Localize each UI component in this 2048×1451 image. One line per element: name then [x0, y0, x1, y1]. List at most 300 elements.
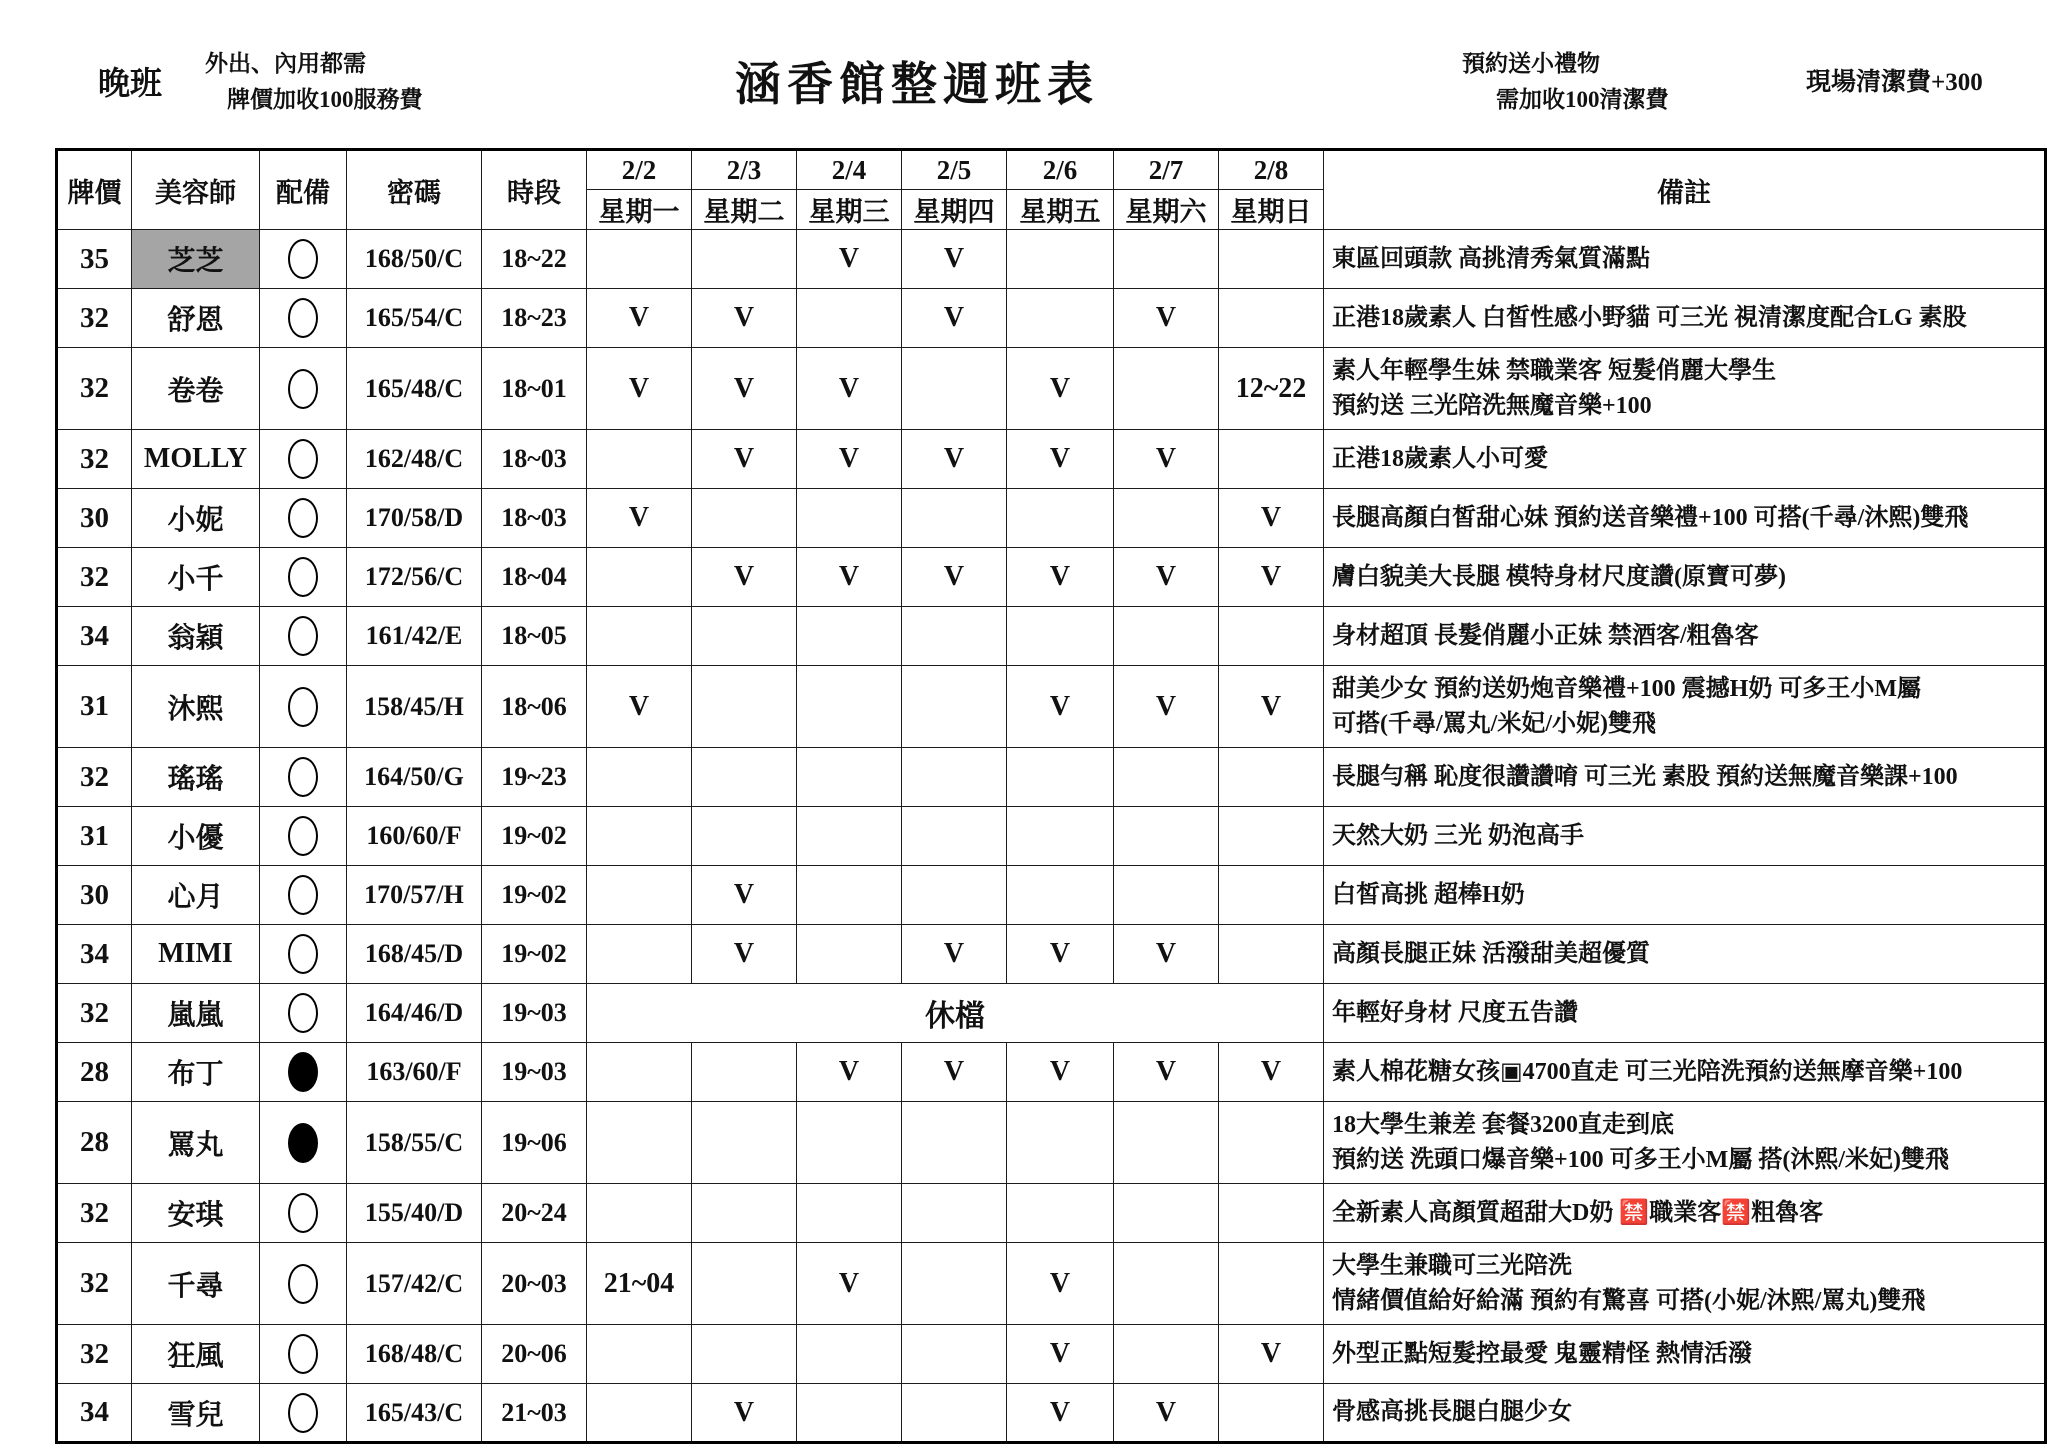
day-cell — [797, 748, 902, 807]
shift-label: 晚班 — [98, 65, 163, 101]
col-header-code: 密碼 — [347, 150, 482, 230]
day-cell: 21~04 — [587, 1243, 692, 1325]
time-cell: 18~05 — [482, 607, 587, 666]
price-cell: 32 — [57, 430, 132, 489]
open-circle-icon — [288, 1334, 318, 1374]
open-circle-icon — [288, 1193, 318, 1233]
day-cell: V — [587, 666, 692, 748]
day-cell: 12~22 — [1219, 348, 1324, 430]
day-cell — [1114, 607, 1219, 666]
beautician-name-cell: 雪兒 — [132, 1384, 260, 1443]
weekday-header: 星期三 — [797, 190, 902, 230]
col-header-equipment: 配備 — [260, 150, 347, 230]
day-cell — [797, 1102, 902, 1184]
price-cell: 32 — [57, 1325, 132, 1384]
date-header: 2/3 — [692, 150, 797, 190]
code-cell: 164/46/D — [347, 984, 482, 1043]
day-cell — [902, 666, 1007, 748]
day-cell — [1007, 866, 1114, 925]
day-cell — [1114, 348, 1219, 430]
day-cell — [1219, 1184, 1324, 1243]
table-row — [57, 289, 2046, 348]
open-circle-icon — [288, 439, 318, 479]
day-cell: V — [1219, 666, 1324, 748]
weekday-header: 星期二 — [692, 190, 797, 230]
beautician-name-cell: 舒恩 — [132, 289, 260, 348]
code-cell: 170/57/H — [347, 866, 482, 925]
time-cell: 19~23 — [482, 748, 587, 807]
day-cell: V — [1114, 548, 1219, 607]
day-cell — [1007, 1184, 1114, 1243]
beautician-name-cell: 小妮 — [132, 489, 260, 548]
day-cell — [1007, 489, 1114, 548]
day-cell — [902, 1102, 1007, 1184]
table-row — [57, 984, 2046, 1043]
remark-cell: 大學生兼職可三光陪洗 情緒價值給好給滿 預約有驚喜 可搭(小妮/沐熙/罵丸)雙飛 — [1324, 1243, 2046, 1325]
time-cell: 21~03 — [482, 1384, 587, 1443]
day-cell — [1007, 289, 1114, 348]
day-cell — [797, 807, 902, 866]
code-cell: 168/48/C — [347, 1325, 482, 1384]
table-row — [57, 866, 2046, 925]
day-cell — [587, 866, 692, 925]
day-cell: V — [797, 230, 902, 289]
day-cell: V — [1007, 430, 1114, 489]
weekday-header: 星期五 — [1007, 190, 1114, 230]
open-circle-icon — [288, 934, 318, 974]
beautician-name-cell: 狂風 — [132, 1325, 260, 1384]
day-cell — [692, 666, 797, 748]
weekday-header: 星期四 — [902, 190, 1007, 230]
day-cell: V — [902, 430, 1007, 489]
service-fee-note — [205, 46, 423, 117]
equipment-cell — [260, 925, 347, 984]
table-row — [57, 1325, 2046, 1384]
day-cell — [902, 866, 1007, 925]
time-cell: 18~04 — [482, 548, 587, 607]
equipment-cell — [260, 1325, 347, 1384]
day-cell: V — [692, 548, 797, 607]
code-cell: 165/54/C — [347, 289, 482, 348]
price-cell: 34 — [57, 925, 132, 984]
price-cell: 32 — [57, 289, 132, 348]
day-cell — [692, 607, 797, 666]
day-cell: V — [902, 289, 1007, 348]
day-cell — [797, 289, 902, 348]
date-header: 2/4 — [797, 150, 902, 190]
code-cell: 160/60/F — [347, 807, 482, 866]
day-cell: V — [587, 289, 692, 348]
day-cell — [587, 607, 692, 666]
open-circle-icon — [288, 757, 318, 797]
day-cell — [1219, 289, 1324, 348]
day-cell: V — [1219, 1325, 1324, 1384]
equipment-cell — [260, 1243, 347, 1325]
col-header-price: 牌價 — [57, 150, 132, 230]
beautician-name-cell: 罵丸 — [132, 1102, 260, 1184]
day-cell — [587, 1102, 692, 1184]
table-row — [57, 1184, 2046, 1243]
day-cell — [902, 489, 1007, 548]
day-cell — [587, 1384, 692, 1443]
remark-cell: 東區回頭款 高挑清秀氣質滿點 — [1324, 230, 2046, 289]
equipment-cell — [260, 807, 347, 866]
day-cell — [1007, 748, 1114, 807]
day-cell — [797, 1325, 902, 1384]
day-cell: V — [692, 925, 797, 984]
day-cell: V — [1007, 348, 1114, 430]
time-cell: 18~03 — [482, 489, 587, 548]
day-cell: V — [902, 230, 1007, 289]
table-row — [57, 666, 2046, 748]
day-cell: V — [692, 348, 797, 430]
code-cell: 155/40/D — [347, 1184, 482, 1243]
price-cell: 32 — [57, 748, 132, 807]
table-row — [57, 548, 2046, 607]
day-cell — [1219, 430, 1324, 489]
day-cell: V — [692, 1384, 797, 1443]
time-cell: 18~23 — [482, 289, 587, 348]
time-cell: 19~03 — [482, 984, 587, 1043]
open-circle-icon — [288, 369, 318, 409]
day-cell — [692, 1325, 797, 1384]
beautician-name-cell: 千尋 — [132, 1243, 260, 1325]
equipment-cell — [260, 289, 347, 348]
day-cell — [587, 230, 692, 289]
time-cell: 19~02 — [482, 866, 587, 925]
service-fee-note-line1: 外出、內用都需 — [205, 51, 366, 76]
day-cell — [797, 1184, 902, 1243]
day-cell — [1114, 1243, 1219, 1325]
time-cell: 19~02 — [482, 925, 587, 984]
day-cell: V — [587, 489, 692, 548]
equipment-cell — [260, 348, 347, 430]
open-circle-icon — [288, 298, 318, 338]
price-cell: 32 — [57, 548, 132, 607]
beautician-name-cell: 芝芝 — [132, 230, 260, 289]
open-circle-icon — [288, 498, 318, 538]
code-cell: 161/42/E — [347, 607, 482, 666]
day-cell — [902, 1184, 1007, 1243]
day-cell — [587, 1325, 692, 1384]
beautician-name-cell: 沐熙 — [132, 666, 260, 748]
day-cell — [587, 807, 692, 866]
day-cell — [1114, 748, 1219, 807]
day-cell: V — [797, 430, 902, 489]
day-cell: V — [1219, 489, 1324, 548]
beautician-name-cell: 布丁 — [132, 1043, 260, 1102]
table-row — [57, 1043, 2046, 1102]
time-cell: 19~03 — [482, 1043, 587, 1102]
time-cell: 20~06 — [482, 1325, 587, 1384]
price-cell: 32 — [57, 1184, 132, 1243]
code-cell: 158/45/H — [347, 666, 482, 748]
col-header-beautician: 美容師 — [132, 150, 260, 230]
gift-note-line2: 需加收100清潔費 — [1496, 86, 1669, 112]
day-cell — [1219, 230, 1324, 289]
table-row — [57, 1243, 2046, 1325]
price-cell: 34 — [57, 607, 132, 666]
day-cell: V — [587, 348, 692, 430]
day-cell-break: 休檔 — [587, 984, 1324, 1043]
time-cell: 18~22 — [482, 230, 587, 289]
beautician-name-cell: 嵐嵐 — [132, 984, 260, 1043]
page-title: 涵香館整週班表 — [735, 59, 1099, 110]
day-cell: V — [692, 289, 797, 348]
day-cell — [902, 1243, 1007, 1325]
table-row — [57, 1102, 2046, 1184]
equipment-cell — [260, 489, 347, 548]
code-cell: 165/48/C — [347, 348, 482, 430]
price-cell: 32 — [57, 984, 132, 1043]
equipment-cell — [260, 1102, 347, 1184]
remark-cell: 長腿勻稱 恥度很讚讚唷 可三光 素股 預約送無魔音樂課+100 — [1324, 748, 2046, 807]
day-cell — [902, 607, 1007, 666]
price-cell: 30 — [57, 866, 132, 925]
remark-cell: 身材超頂 長髮俏麗小正妹 禁酒客/粗魯客 — [1324, 607, 2046, 666]
day-cell — [902, 1325, 1007, 1384]
open-circle-icon — [288, 875, 318, 915]
onsite-cleaning-fee-note: 現場清潔費+300 — [1806, 69, 1983, 96]
equipment-cell — [260, 1184, 347, 1243]
remark-cell: 白皙高挑 超棒H奶 — [1324, 866, 2046, 925]
day-cell: V — [1007, 1043, 1114, 1102]
remark-cell: 天然大奶 三光 奶泡高手 — [1324, 807, 2046, 866]
date-header: 2/2 — [587, 150, 692, 190]
day-cell — [1219, 607, 1324, 666]
day-cell — [797, 489, 902, 548]
day-cell — [587, 925, 692, 984]
day-cell — [797, 1384, 902, 1443]
remark-cell: 長腿高顏白皙甜心妹 預約送音樂禮+100 可搭(千尋/沐熙)雙飛 — [1324, 489, 2046, 548]
time-cell: 18~03 — [482, 430, 587, 489]
remark-cell: 高顏長腿正妹 活潑甜美超優質 — [1324, 925, 2046, 984]
day-cell: V — [1114, 289, 1219, 348]
code-cell: 164/50/G — [347, 748, 482, 807]
table-row — [57, 607, 2046, 666]
day-cell: V — [797, 1243, 902, 1325]
day-cell — [902, 807, 1007, 866]
remark-cell: 甜美少女 預約送奶炮音樂禮+100 震撼H奶 可多王小M屬 可搭(千尋/罵丸/米妃/小妮)雙飛 — [1324, 666, 2046, 748]
open-circle-icon — [288, 993, 318, 1033]
day-cell — [1219, 925, 1324, 984]
col-header-time: 時段 — [482, 150, 587, 230]
day-cell: V — [902, 548, 1007, 607]
weekday-header: 星期一 — [587, 190, 692, 230]
day-cell — [1219, 748, 1324, 807]
equipment-cell — [260, 748, 347, 807]
time-cell: 19~06 — [482, 1102, 587, 1184]
table-row — [57, 348, 2046, 430]
remark-cell: 正港18歲素人小可愛 — [1324, 430, 2046, 489]
code-cell: 162/48/C — [347, 430, 482, 489]
day-cell — [1007, 607, 1114, 666]
code-cell: 170/58/D — [347, 489, 482, 548]
price-cell: 30 — [57, 489, 132, 548]
remark-cell: 全新素人高顏質超甜大D奶 🈲職業客🈲粗魯客 — [1324, 1184, 2046, 1243]
day-cell: V — [1219, 1043, 1324, 1102]
date-header: 2/6 — [1007, 150, 1114, 190]
header-row-dates — [57, 150, 2046, 190]
beautician-name-cell: 心月 — [132, 866, 260, 925]
day-cell: V — [692, 430, 797, 489]
equipment-cell — [260, 548, 347, 607]
date-header: 2/8 — [1219, 150, 1324, 190]
day-cell — [902, 1384, 1007, 1443]
day-cell — [797, 925, 902, 984]
day-cell: V — [797, 548, 902, 607]
day-cell: V — [1114, 1043, 1219, 1102]
code-cell: 168/45/D — [347, 925, 482, 984]
day-cell: V — [1007, 1243, 1114, 1325]
day-cell — [1219, 1243, 1324, 1325]
equipment-cell — [260, 666, 347, 748]
remark-cell: 素人棉花糖女孩▣4700直走 可三光陪洗預約送無摩音樂+100 — [1324, 1043, 2046, 1102]
equipment-cell — [260, 607, 347, 666]
day-cell: V — [797, 1043, 902, 1102]
day-cell: V — [1007, 548, 1114, 607]
price-cell: 31 — [57, 807, 132, 866]
day-cell — [1114, 866, 1219, 925]
day-cell — [587, 748, 692, 807]
day-cell — [1114, 1184, 1219, 1243]
equipment-cell — [260, 866, 347, 925]
col-header-remark: 備註 — [1324, 150, 2046, 230]
price-cell: 28 — [57, 1043, 132, 1102]
day-cell — [692, 1102, 797, 1184]
price-cell: 34 — [57, 1384, 132, 1443]
date-header: 2/5 — [902, 150, 1007, 190]
day-cell — [797, 607, 902, 666]
beautician-name-cell: 安琪 — [132, 1184, 260, 1243]
date-header: 2/7 — [1114, 150, 1219, 190]
day-cell — [1114, 489, 1219, 548]
day-cell — [1219, 866, 1324, 925]
equipment-cell — [260, 1384, 347, 1443]
day-cell: V — [1114, 430, 1219, 489]
day-cell: V — [1114, 925, 1219, 984]
beautician-name-cell: 小千 — [132, 548, 260, 607]
remark-cell: 骨感高挑長腿白腿少女 — [1324, 1384, 2046, 1443]
open-circle-icon — [288, 816, 318, 856]
remark-cell: 素人年輕學生妹 禁職業客 短髮俏麗大學生 預約送 三光陪洗無魔音樂+100 — [1324, 348, 2046, 430]
day-cell — [797, 666, 902, 748]
code-cell: 158/55/C — [347, 1102, 482, 1184]
open-circle-icon — [288, 1264, 318, 1304]
table-row — [57, 925, 2046, 984]
day-cell — [587, 1184, 692, 1243]
filled-circle-icon — [288, 1052, 318, 1092]
remark-cell: 18大學生兼差 套餐3200直走到底 預約送 洗頭口爆音樂+100 可多王小M屬 搭(沐熙/米妃)雙飛 — [1324, 1102, 2046, 1184]
day-cell: V — [1007, 1325, 1114, 1384]
open-circle-icon — [288, 1393, 318, 1433]
schedule-body — [57, 230, 2046, 1443]
filled-circle-icon — [288, 1123, 318, 1163]
day-cell: V — [902, 1043, 1007, 1102]
day-cell: V — [1007, 666, 1114, 748]
open-circle-icon — [288, 687, 318, 727]
day-cell — [692, 489, 797, 548]
open-circle-icon — [288, 557, 318, 597]
day-cell — [692, 1043, 797, 1102]
day-cell — [1007, 230, 1114, 289]
time-cell: 20~03 — [482, 1243, 587, 1325]
day-cell — [1219, 1384, 1324, 1443]
remark-cell: 膚白貌美大長腿 模特身材尺度讚(原寶可夢) — [1324, 548, 2046, 607]
day-cell — [1114, 1102, 1219, 1184]
time-cell: 18~01 — [482, 348, 587, 430]
beautician-name-cell: 瑤瑤 — [132, 748, 260, 807]
equipment-cell — [260, 230, 347, 289]
service-fee-note-line2: 牌價加收100服務費 — [227, 86, 423, 112]
beautician-name-cell: 小優 — [132, 807, 260, 866]
day-cell — [1007, 1102, 1114, 1184]
equipment-cell — [260, 984, 347, 1043]
day-cell — [1114, 807, 1219, 866]
price-cell: 31 — [57, 666, 132, 748]
remark-cell: 正港18歲素人 白皙性感小野貓 可三光 視清潔度配合LG 素股 — [1324, 289, 2046, 348]
day-cell: V — [1219, 548, 1324, 607]
day-cell: V — [902, 925, 1007, 984]
day-cell — [587, 1043, 692, 1102]
day-cell — [692, 807, 797, 866]
table-row — [57, 807, 2046, 866]
day-cell: V — [692, 866, 797, 925]
day-cell — [587, 548, 692, 607]
equipment-cell — [260, 1043, 347, 1102]
day-cell: V — [1007, 1384, 1114, 1443]
day-cell — [902, 348, 1007, 430]
weekly-schedule-table — [55, 148, 2047, 1444]
time-cell: 19~02 — [482, 807, 587, 866]
price-cell: 28 — [57, 1102, 132, 1184]
beautician-name-cell: MIMI — [132, 925, 260, 984]
day-cell — [1219, 807, 1324, 866]
code-cell: 168/50/C — [347, 230, 482, 289]
day-cell — [587, 430, 692, 489]
open-circle-icon — [288, 239, 318, 279]
beautician-name-cell: MOLLY — [132, 430, 260, 489]
day-cell — [692, 748, 797, 807]
table-row — [57, 230, 2046, 289]
time-cell: 18~06 — [482, 666, 587, 748]
price-cell: 32 — [57, 1243, 132, 1325]
table-row — [57, 489, 2046, 548]
price-cell: 35 — [57, 230, 132, 289]
day-cell: V — [1114, 1384, 1219, 1443]
remark-cell: 年輕好身材 尺度五告讚 — [1324, 984, 2046, 1043]
weekday-header: 星期日 — [1219, 190, 1324, 230]
weekday-header: 星期六 — [1114, 190, 1219, 230]
day-cell — [1219, 1102, 1324, 1184]
code-cell: 157/42/C — [347, 1243, 482, 1325]
time-cell: 20~24 — [482, 1184, 587, 1243]
day-cell: V — [1114, 666, 1219, 748]
equipment-cell — [260, 430, 347, 489]
day-cell — [692, 1243, 797, 1325]
table-row — [57, 1384, 2046, 1443]
code-cell: 172/56/C — [347, 548, 482, 607]
open-circle-icon — [288, 616, 318, 656]
beautician-name-cell: 卷卷 — [132, 348, 260, 430]
day-cell — [1114, 230, 1219, 289]
day-cell — [1007, 807, 1114, 866]
table-row — [57, 430, 2046, 489]
gift-note-line1: 預約送小禮物 — [1462, 51, 1600, 76]
price-cell: 32 — [57, 348, 132, 430]
day-cell — [902, 748, 1007, 807]
code-cell: 163/60/F — [347, 1043, 482, 1102]
